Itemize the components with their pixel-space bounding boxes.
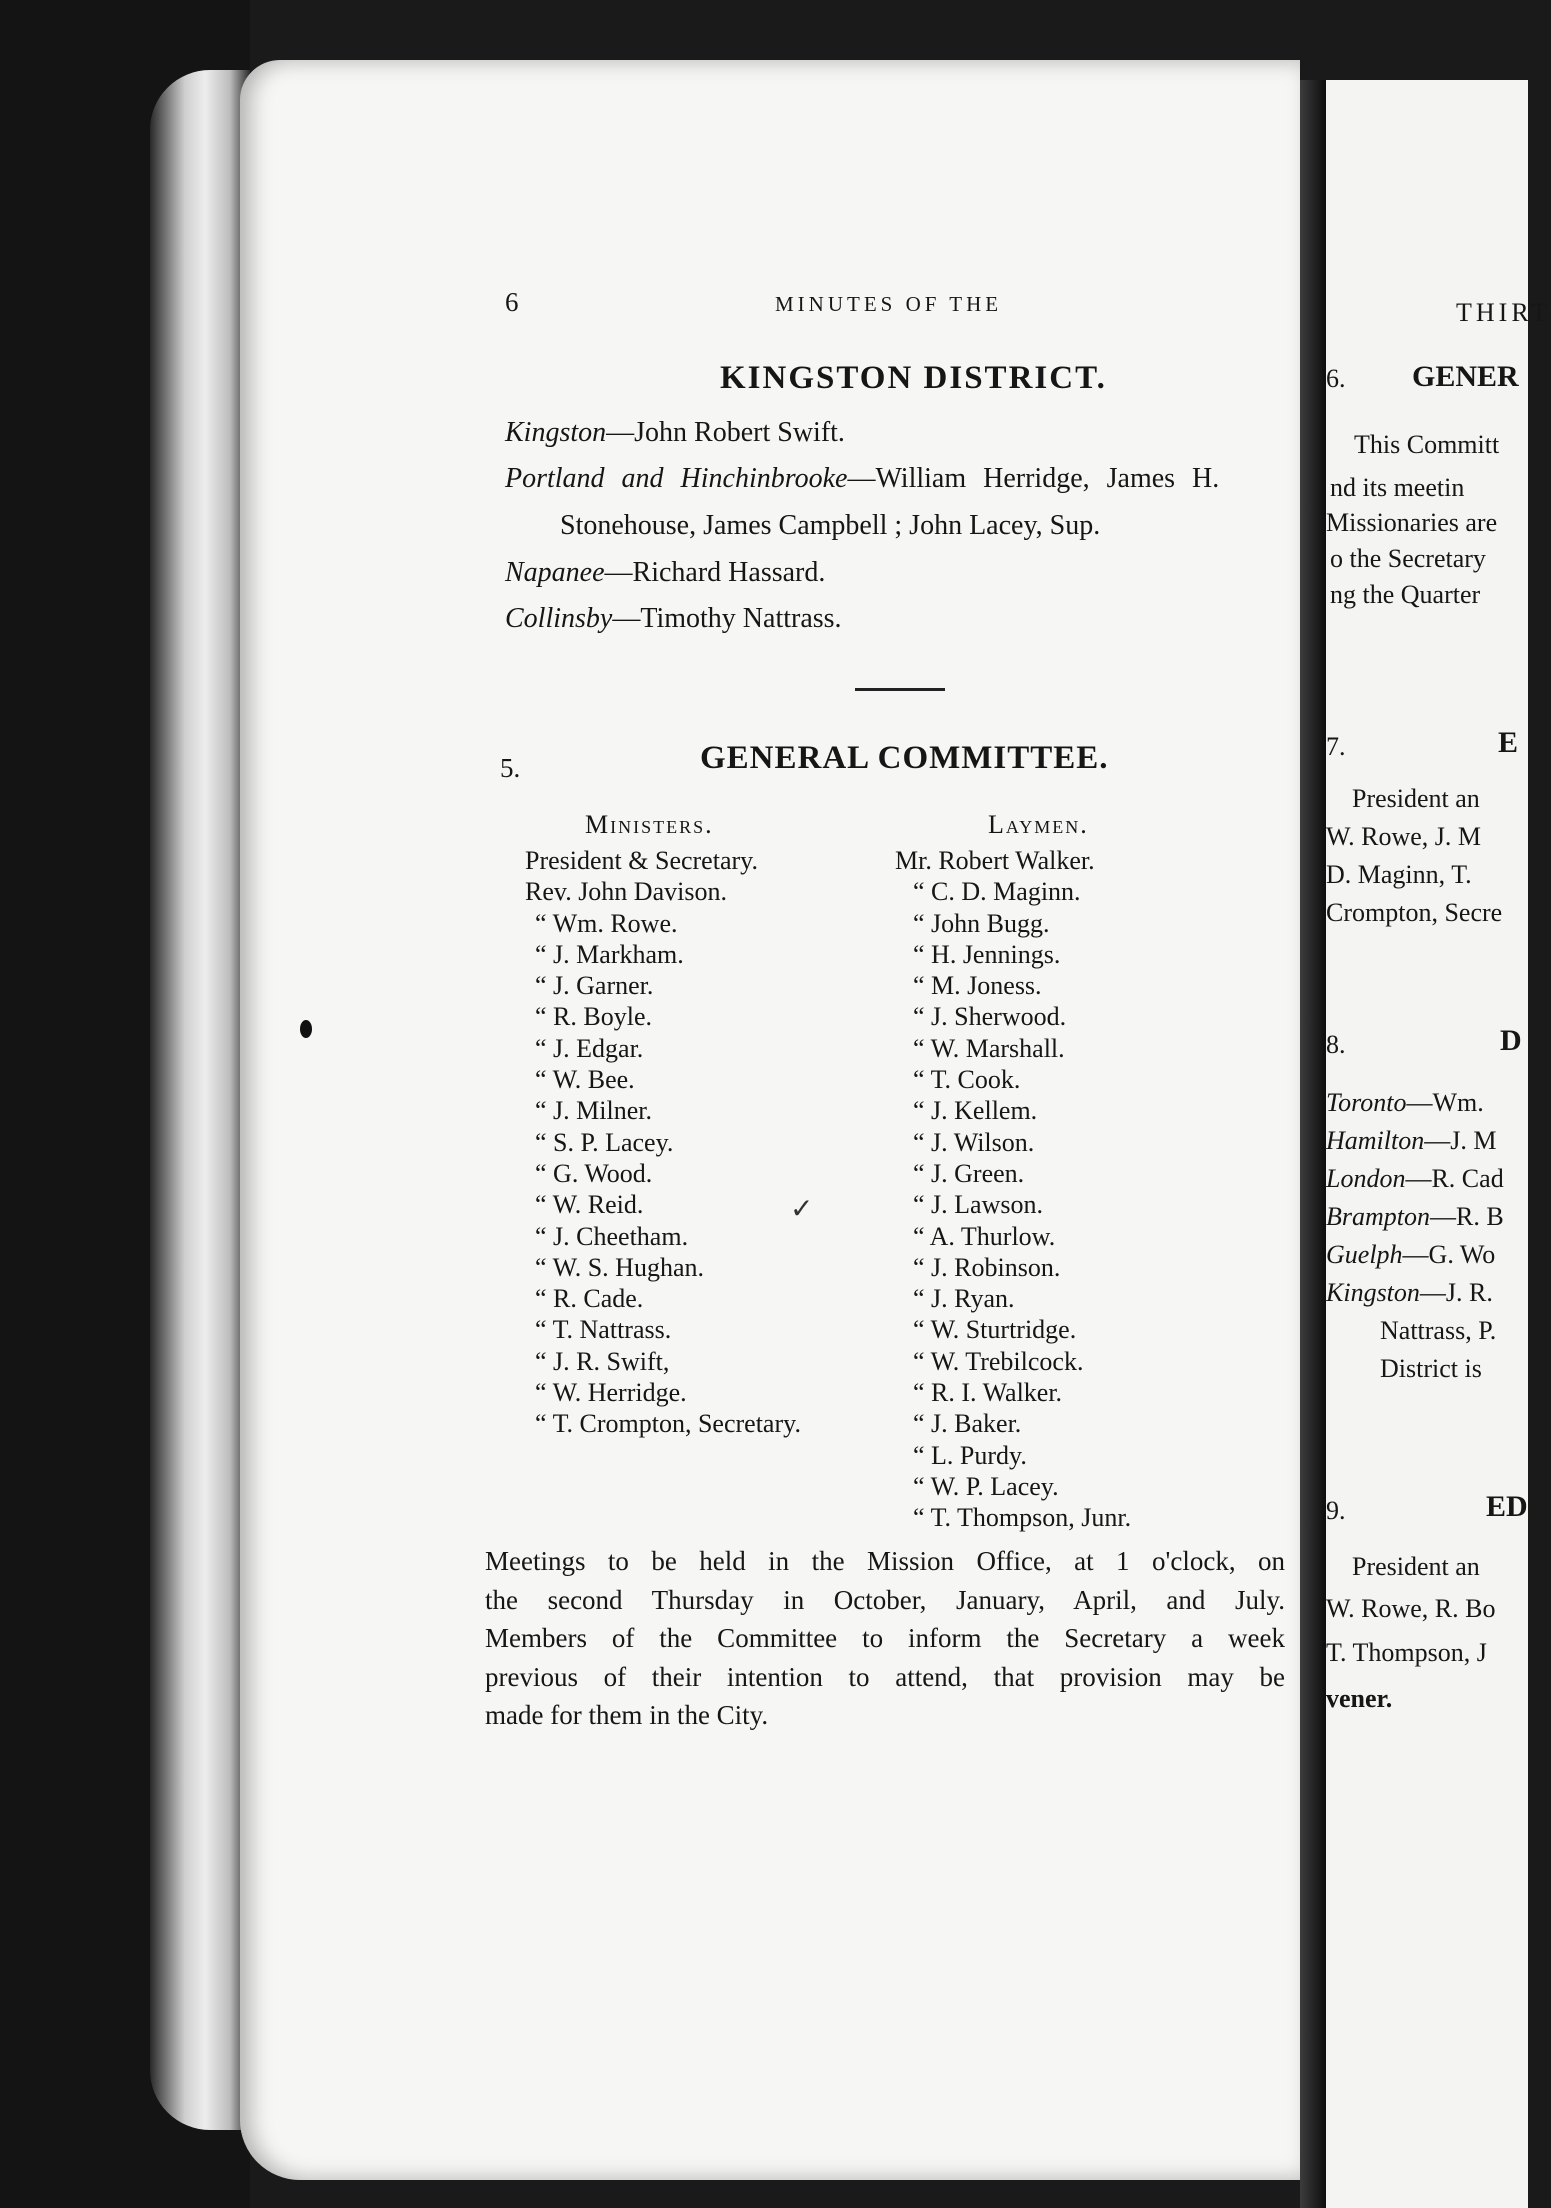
circuit-name: Collinsby	[505, 603, 613, 634]
facing-place: Kingston	[1326, 1278, 1420, 1307]
facing-line	[1326, 1278, 1493, 1308]
laymen-list	[895, 845, 1131, 1534]
facing-line: W. Rowe, J. M	[1326, 822, 1482, 851]
district-entry-continuation	[560, 510, 1100, 542]
list-item: “ T. Thompson, Junr.	[913, 1503, 1132, 1533]
district-entry	[505, 463, 1219, 495]
facing-section-number: 9.	[1326, 1496, 1346, 1525]
facing-names: —J. M	[1424, 1126, 1497, 1155]
district-entry	[505, 557, 825, 589]
facing-line	[1326, 1240, 1495, 1270]
facing-section-number: 6.	[1326, 364, 1346, 393]
laymen-heading	[988, 810, 1089, 840]
list-item: “ L. Purdy.	[913, 1440, 1027, 1470]
facing-names: —Wm.	[1406, 1088, 1484, 1117]
facing-section-number: 7.	[1326, 732, 1346, 761]
facing-line	[1326, 1088, 1484, 1118]
list-item: Mr. Robert Walker.	[895, 846, 1095, 875]
page-number: 6	[505, 287, 519, 317]
book-gutter	[1300, 80, 1326, 2208]
notice-line: the second Thursday in October, January, April, and July.	[485, 1584, 1285, 1615]
facing-section-title: ED	[1486, 1490, 1528, 1523]
list-item: “ T. Cook.	[913, 1065, 1021, 1095]
facing-running-head: THIRT	[1456, 298, 1551, 327]
facing-line: ng the Quarter	[1330, 580, 1481, 609]
circuit-ministers: —John Robert Swift.	[606, 417, 845, 448]
facing-line: Missionaries are	[1326, 508, 1498, 537]
district-entry	[505, 603, 842, 635]
list-item: “ J. Robinson.	[913, 1252, 1061, 1282]
circuit-ministers: —Richard Hassard.	[604, 557, 826, 588]
ink-blot	[300, 1020, 312, 1038]
list-item: “ J. Markham.	[535, 939, 684, 969]
list-item: “ W. S. Hughan.	[535, 1252, 704, 1282]
list-item: “ J. Lawson.	[913, 1190, 1043, 1220]
list-item: “ J. Baker.	[913, 1409, 1022, 1439]
facing-line: D. Maginn, T.	[1326, 860, 1472, 889]
list-item: Rev. John Davison.	[525, 877, 727, 907]
section-title: GENERAL COMMITTEE.	[700, 740, 1109, 776]
circuit-name: Portland and Hinchinbrooke	[505, 463, 848, 494]
facing-line: President an	[1352, 1552, 1480, 1581]
circuit-name: Napanee	[505, 557, 605, 588]
facing-line: vener.	[1326, 1684, 1393, 1713]
list-item: “ J. Milner.	[535, 1096, 652, 1126]
section-number: 5.	[500, 753, 521, 783]
list-item: “ J. Garner.	[535, 971, 654, 1001]
notice-line: previous of their intention to attend, that provision may be	[485, 1661, 1285, 1692]
pencil-check-mark: ✓	[790, 1194, 814, 1225]
facing-line: nd its meetin	[1330, 473, 1465, 502]
book-page	[240, 60, 1300, 2180]
list-item: “ John Bugg.	[913, 908, 1050, 938]
facing-line: T. Thompson, J	[1326, 1638, 1487, 1667]
facing-line: Nattrass, P.	[1380, 1316, 1497, 1345]
list-item: “ W. Herridge.	[535, 1378, 687, 1408]
facing-section-title: E	[1498, 726, 1519, 759]
facing-place: Toronto	[1326, 1088, 1407, 1117]
circuit-ministers: —Timothy Nattrass.	[612, 603, 842, 634]
list-item: “ J. Kellem.	[913, 1096, 1038, 1126]
facing-line: District is	[1380, 1354, 1482, 1383]
district-entry	[505, 417, 845, 449]
facing-names: —R. B	[1430, 1202, 1504, 1231]
list-item: “ A. Thurlow.	[913, 1221, 1056, 1251]
list-item: “ R. Cade.	[535, 1284, 644, 1314]
list-item: “ W. Marshall.	[913, 1033, 1065, 1063]
ministers-heading-text: Ministers.	[585, 810, 714, 839]
facing-names: —G. Wo	[1402, 1240, 1496, 1269]
list-item: “ H. Jennings.	[913, 939, 1061, 969]
list-item: “ W. Bee.	[535, 1065, 635, 1095]
notice-line: Meetings to be held in the Mission Office, at 1 o'clock, on	[485, 1546, 1285, 1576]
list-item: “ J. Ryan.	[913, 1284, 1015, 1314]
facing-names: —R. Cad	[1405, 1164, 1504, 1193]
laymen-heading-text: Laymen.	[988, 810, 1089, 839]
facing-line	[1326, 1126, 1496, 1156]
list-item: “ W. Reid.	[535, 1190, 644, 1220]
list-item: “ J. R. Swift,	[535, 1346, 670, 1376]
list-item: “ Wm. Rowe.	[535, 908, 678, 938]
facing-line: o the Secretary	[1330, 544, 1486, 573]
district-title: KINGSTON DISTRICT.	[720, 360, 1107, 396]
facing-place: London	[1326, 1164, 1406, 1193]
circuit-name: Kingston	[505, 417, 607, 448]
ministers-list	[525, 845, 801, 1440]
ministers-heading	[585, 810, 714, 840]
circuit-ministers: Stonehouse, James Campbell ; John Lacey, Sup.	[560, 510, 1101, 541]
list-item: “ J. Edgar.	[535, 1033, 644, 1063]
list-item: “ T. Nattrass.	[535, 1315, 672, 1345]
list-item: “ J. Green.	[913, 1158, 1025, 1188]
list-item: President & Secretary.	[525, 846, 758, 875]
list-item: “ J. Wilson.	[913, 1127, 1035, 1157]
circuit-ministers: —William Herridge, James H.	[847, 463, 1220, 494]
facing-section-title: GENER	[1412, 360, 1519, 393]
facing-line	[1326, 1164, 1504, 1194]
facing-line: W. Rowe, R. Bo	[1326, 1594, 1496, 1623]
book-page-edges	[150, 70, 250, 2130]
list-item: “ R. Boyle.	[535, 1002, 652, 1032]
facing-names: —J. R.	[1419, 1278, 1493, 1307]
list-item: “ W. Trebilcock.	[913, 1346, 1084, 1376]
list-item: “ J. Sherwood.	[913, 1002, 1067, 1032]
list-item: “ W. Sturtridge.	[913, 1315, 1077, 1345]
facing-line	[1326, 1202, 1504, 1232]
facing-place: Guelph	[1326, 1240, 1403, 1269]
list-item: “ W. P. Lacey.	[913, 1471, 1059, 1501]
facing-section-number: 8.	[1326, 1030, 1346, 1059]
notice-line: Members of the Committee to inform the Secretary a week	[485, 1623, 1285, 1653]
list-item: “ C. D. Maginn.	[913, 877, 1081, 907]
facing-line: Crompton, Secre	[1326, 898, 1503, 927]
facing-page	[1326, 80, 1551, 2208]
list-item: “ M. Joness.	[913, 971, 1042, 1001]
list-item: “ T. Crompton, Secretary.	[535, 1409, 801, 1439]
running-head: MINUTES OF THE	[775, 292, 1003, 316]
facing-line: President an	[1352, 784, 1480, 813]
list-item: “ J. Cheetham.	[535, 1221, 689, 1251]
facing-line: This Committ	[1354, 430, 1500, 459]
facing-place: Brampton	[1326, 1202, 1430, 1231]
meeting-notice	[485, 1542, 1285, 1735]
facing-place: Hamilton	[1326, 1126, 1425, 1155]
list-item: “ S. P. Lacey.	[535, 1127, 674, 1157]
facing-section-title: D	[1500, 1024, 1522, 1057]
section-divider	[855, 688, 945, 691]
list-item: “ G. Wood.	[535, 1158, 653, 1188]
notice-line: made for them in the City.	[485, 1700, 769, 1730]
list-item: “ R. I. Walker.	[913, 1378, 1063, 1408]
